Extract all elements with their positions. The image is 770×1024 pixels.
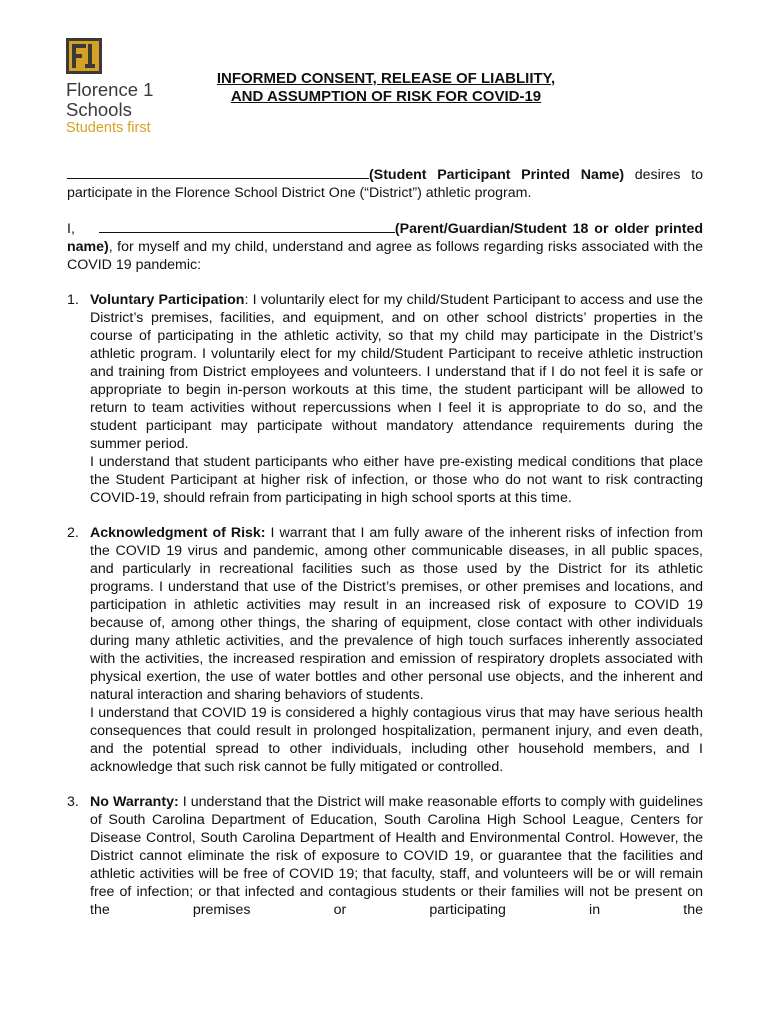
item-heading: Acknowledgment of Risk: xyxy=(90,525,266,541)
list-item xyxy=(67,793,703,919)
item-number: 2. xyxy=(67,525,79,541)
item-number: 3. xyxy=(67,794,79,810)
logo-tagline: Students first xyxy=(66,120,151,136)
parent-name-label: (Parent/Guardian/Student 18 or older printed name) xyxy=(67,221,703,255)
item-heading: Voluntary Participation xyxy=(90,292,245,308)
item-paragraph-2: I understand that student participants who either have pre-existing medical conditions that place the Student Participant at higher risk of infection, or those who do not want to risk contracting COVID-19, should refrain from participating in high school sports at this time. xyxy=(90,454,703,506)
item-text: : I voluntarily elect for my child/Student Participant to access and use the District’s premises, facilities, and equipment, and on other school districts’ properties in the course of participating in the athletic activity, so that my child may participate in the District’s athletic program. I voluntarily elect for my child/Student Participant to receive athletic instruction and training from District employees and volunteers. I understand that if I do not feel it is safe or appropriate to begin in-person workouts at this time, the student participant will be allowed to return to team activities without repercussions when I feel it is appropriate to do so, and the student participant may participate without mandatory attendance requirements during the summer period. xyxy=(90,292,704,452)
item-text: I understand that the District will make reasonable efforts to comply with guidelines of South Carolina Department of Education, South Carolina High School League, Centers for Disease Control, South Carolina Department of Health and Environmental Control. However, the District cannot eliminate the risk of exposure to COVID 19, or guarantee that the facilities and athletic activities will be free of COVID 19; that faculty, staff, and volunteers will be or will remain free of infection; or that infected and contagious students or their families will not be present on the premises or participating in the xyxy=(90,794,703,918)
title-line-1: INFORMED CONSENT, RELEASE OF LIABLIITY, xyxy=(216,70,556,87)
logo-name-line1: Florence 1 xyxy=(66,79,154,100)
title-line-2: AND ASSUMPTION OF RISK FOR COVID-19 xyxy=(230,88,542,105)
item-paragraph-2: I understand that COVID 19 is considered a highly contagious virus that may have serious health consequences that could result in prolonged hospitalization, permanent injury, and even death, and the potential spread to other individuals, including other household members, and I acknowledge that such risk cannot be fully mitigated or controlled. xyxy=(90,705,703,775)
student-name-paragraph xyxy=(67,165,703,202)
item-paragraph xyxy=(90,524,703,704)
item-number: 1. xyxy=(67,292,79,308)
list-item xyxy=(67,291,703,507)
document-title xyxy=(176,70,596,106)
terms-list xyxy=(67,291,703,919)
item-paragraph xyxy=(90,291,703,453)
parent-name-text: , for myself and my child, understand and agree as follows regarding risks associated with the COVID 19 pandemic: xyxy=(67,239,703,273)
parent-name-blank[interactable] xyxy=(99,219,395,233)
item-heading: No Warranty: xyxy=(90,794,179,810)
florence-one-logo-icon xyxy=(66,38,102,74)
document-body xyxy=(67,165,703,936)
student-name-blank[interactable] xyxy=(67,165,369,179)
parent-name-paragraph xyxy=(67,219,703,274)
student-name-text: desires to participate in the Florence School District One (“District”) athletic program. xyxy=(67,167,703,201)
item-text: I warrant that I am fully aware of the inherent risks of infection from the COVID 19 virus and pandemic, among other communicable diseases, in all public spaces, and particularly in recreational facilities such as those used by the District for its athletic programs. I understand that use of the District’s premises, or other premises and locations, and participation in athletic activities may result in an increased risk of exposure to COVID 19 because of, among other things, the sharing of equipment, close contact with other individuals during many athletic activities, and the prevalence of high touch surfaces inherently associated with the activities, the increased respiration and emission of respiratory droplets associated with physical exertion, the use of water bottles and other personal use objects, and the inherent and natural interaction and sharing behaviors of students. xyxy=(90,525,703,703)
student-name-label: (Student Participant Printed Name) xyxy=(369,167,625,183)
logo-name-line2: Schools xyxy=(66,99,132,120)
item-paragraph xyxy=(90,793,703,919)
list-item xyxy=(67,524,703,776)
parent-prefix: I, xyxy=(67,221,75,237)
